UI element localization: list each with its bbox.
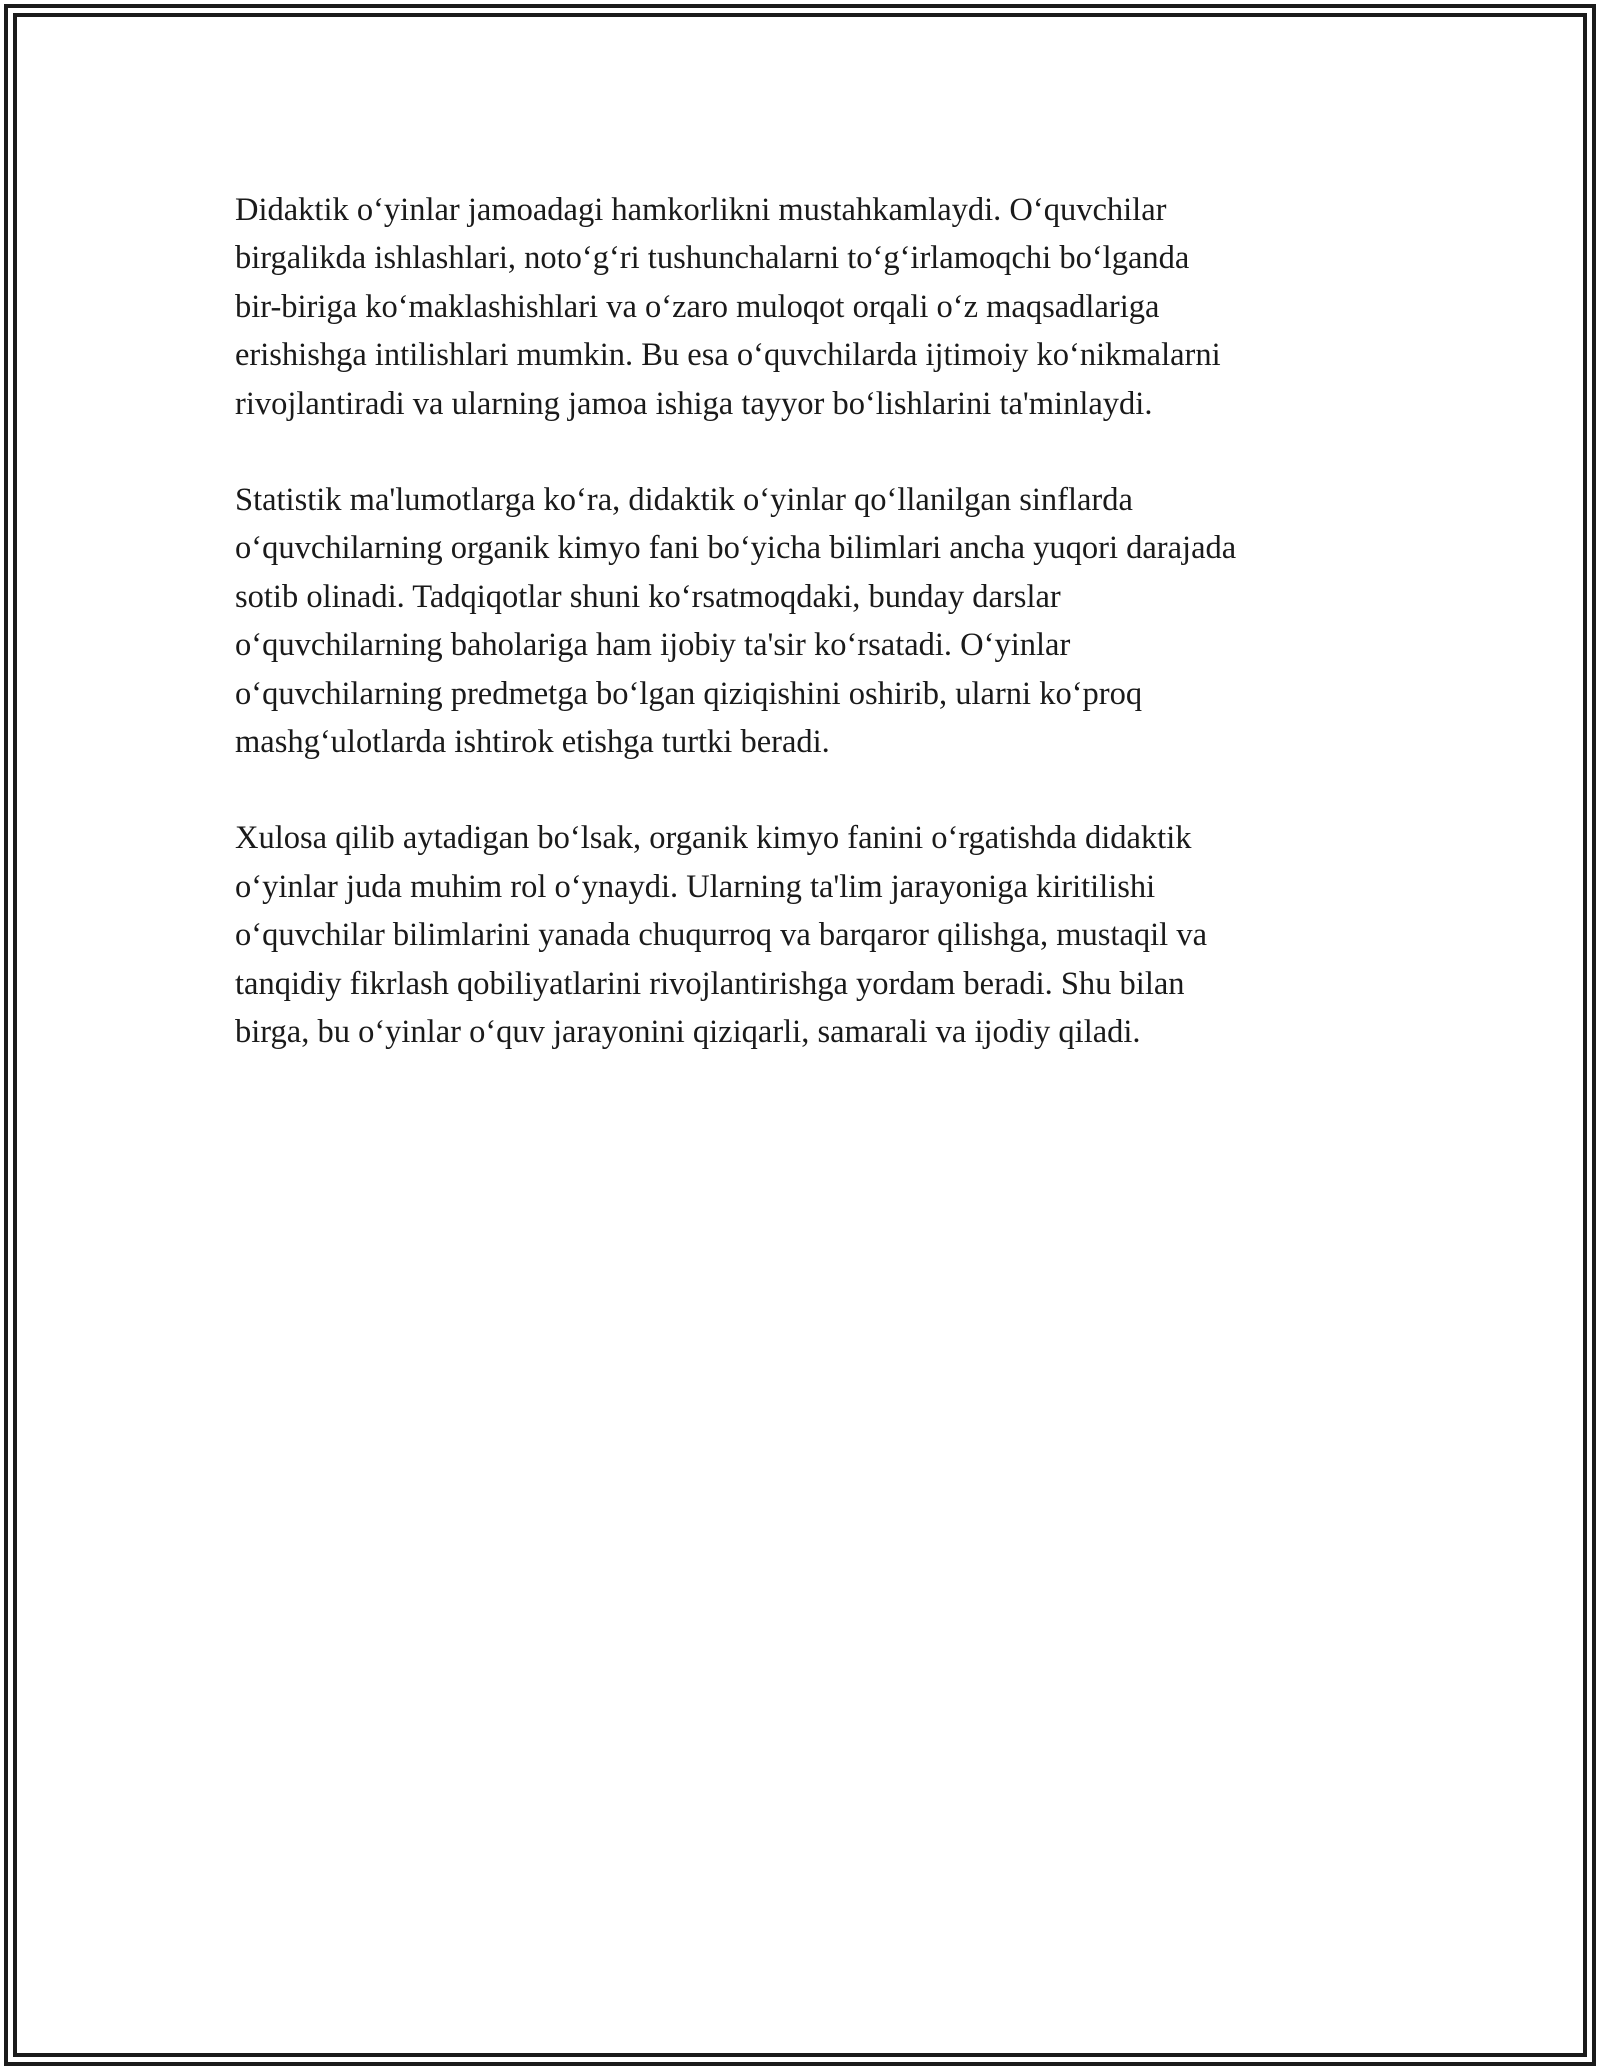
text-line: o‘yinlar juda muhim rol o‘ynaydi. Ularning ta'lim jarayoniga kiritilishi (235, 868, 1156, 905)
text-line: o‘quvchilar bilimlarini yanada chuqurroq va barqaror qilishga, mustaqil va (235, 917, 1208, 954)
text-line: birga, bu o‘yinlar o‘quv jarayonini qiziqarli, samarali va ijodiy qiladi. (235, 1014, 1141, 1051)
text-line: tanqidiy fikrlash qobiliyatlarini rivojlantirishga yordam beradi. Shu bilan (235, 965, 1185, 1002)
text-line: mashg‘ulotlarda ishtirok etishga turtki beradi. (235, 724, 830, 761)
text-line: o‘quvchilarning predmetga bo‘lgan qiziqishini oshirib, ularni ko‘proq (235, 675, 1143, 712)
paragraph-2 (235, 476, 1375, 766)
document-body (235, 186, 1375, 1105)
text-line: sotib olinadi. Tadqiqotlar shuni ko‘rsatmoqdaki, bunday darslar (235, 578, 1061, 615)
text-line: Xulosa qilib aytadigan bo‘lsak, organik kimyo fanini o‘rgatishda didaktik (235, 820, 1192, 857)
text-line: bir-biriga ko‘maklashishlari va o‘zaro muloqot orqali o‘z maqsadlariga (235, 288, 1160, 325)
text-line: Didaktik o‘yinlar jamoadagi hamkorlikni mustahkamlaydi. O‘quvchilar (235, 192, 1167, 228)
text-line: rivojlantiradi va ularning jamoa ishiga tayyor bo‘lishlarini ta'minlaydi. (235, 385, 1153, 422)
paragraph-1 (235, 186, 1375, 428)
text-line: Statistik ma'lumotlarga ko‘ra, didaktik o‘yinlar qo‘llanilgan sinflarda (235, 482, 1133, 519)
text-line: erishishga intilishlari mumkin. Bu esa o‘quvchilarda ijtimoiy ko‘nikmalarni (235, 337, 1221, 374)
text-line: birgalikda ishlashlari, noto‘g‘ri tushunchalarni to‘g‘irlamoqchi bo‘lganda (235, 240, 1190, 277)
text-line: o‘quvchilarning organik kimyo fani bo‘yicha bilimlari ancha yuqori darajada (235, 530, 1237, 567)
text-line: o‘quvchilarning baholariga ham ijobiy ta'sir ko‘rsatadi. O‘yinlar (235, 627, 1071, 664)
paragraph-3 (235, 814, 1375, 1056)
